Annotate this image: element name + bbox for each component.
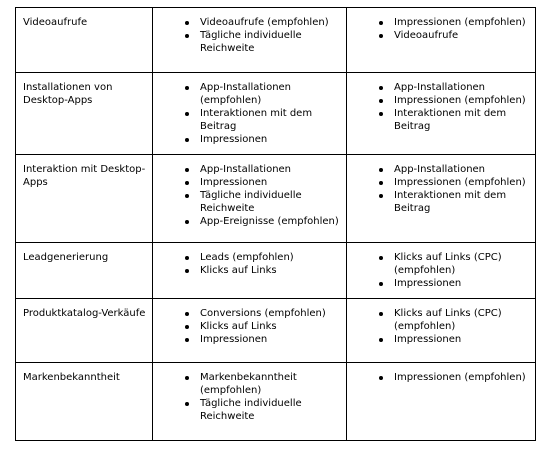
billing-cell bbox=[347, 8, 536, 73]
list-item: Videoaufrufe (empfohlen) bbox=[200, 16, 340, 29]
optimization-cell bbox=[153, 299, 347, 363]
list-item: App-Ereignisse (empfohlen) bbox=[200, 216, 339, 227]
goal-label: Markenbekanntheit bbox=[23, 372, 120, 383]
list-item: Impressionen bbox=[200, 176, 340, 189]
optimization-list bbox=[160, 371, 340, 423]
billing-list bbox=[354, 163, 529, 215]
list-item: Impressionen (empfohlen) bbox=[394, 176, 529, 189]
objectives-table bbox=[15, 7, 536, 441]
optimization-list bbox=[160, 81, 340, 146]
goal-label: Produktkatalog-Verkäufe bbox=[23, 308, 146, 319]
optimization-cell bbox=[153, 155, 347, 243]
billing-list bbox=[354, 371, 529, 384]
list-item: Impressionen bbox=[200, 133, 340, 146]
goal-cell bbox=[16, 8, 153, 73]
billing-cell bbox=[347, 243, 536, 299]
table-row bbox=[16, 363, 536, 441]
list-item: Impressionen (empfohlen) bbox=[394, 16, 529, 29]
table-row bbox=[16, 243, 536, 299]
list-item: App-Installationen bbox=[394, 81, 529, 94]
goal-cell bbox=[16, 73, 153, 155]
billing-list bbox=[354, 307, 529, 346]
optimization-list bbox=[160, 307, 340, 346]
goal-cell bbox=[16, 243, 153, 299]
list-item: Klicks auf Links bbox=[200, 320, 340, 333]
list-item: Interaktionen mit dem Beitrag bbox=[200, 107, 340, 133]
table-row bbox=[16, 155, 536, 243]
optimization-list bbox=[160, 16, 340, 55]
optimization-cell bbox=[153, 8, 347, 73]
list-item: Impressionen (empfohlen) bbox=[394, 94, 529, 107]
list-item: Klicks auf Links (CPC) (empfohlen) bbox=[394, 307, 529, 333]
list-item: Videoaufrufe bbox=[394, 29, 529, 42]
list-item: Leads (empfohlen) bbox=[200, 251, 340, 264]
list-item: Tägliche individuelle Reichweite bbox=[200, 397, 340, 423]
optimization-cell bbox=[153, 243, 347, 299]
billing-list bbox=[354, 16, 529, 42]
list-item: Tägliche individuelle Reichweite bbox=[200, 189, 340, 215]
optimization-cell bbox=[153, 363, 347, 441]
list-item: Interaktionen mit dem Beitrag bbox=[394, 189, 529, 215]
billing-list bbox=[354, 251, 529, 290]
list-item: Interaktionen mit dem Beitrag bbox=[394, 107, 529, 133]
billing-cell bbox=[347, 155, 536, 243]
list-item: App-Installationen bbox=[394, 163, 529, 176]
goal-label: Installationen von Desktop-Apps bbox=[23, 82, 113, 106]
goal-label: Videoaufrufe bbox=[23, 17, 88, 28]
optimization-cell bbox=[153, 73, 347, 155]
table-row bbox=[16, 73, 536, 155]
list-item: Conversions (empfohlen) bbox=[200, 307, 340, 320]
goal-cell bbox=[16, 363, 153, 441]
table-row bbox=[16, 299, 536, 363]
list-item: Impressionen bbox=[394, 277, 529, 290]
list-item: App-Installationen bbox=[200, 163, 340, 176]
list-item: Impressionen (empfohlen) bbox=[394, 371, 529, 384]
list-item: App-Installationen (empfohlen) bbox=[200, 81, 340, 107]
list-item: Klicks auf Links (CPC) (empfohlen) bbox=[394, 251, 529, 277]
list-item: Impressionen bbox=[200, 333, 340, 346]
list-item: Impressionen bbox=[394, 333, 529, 346]
optimization-list bbox=[160, 163, 340, 228]
billing-list bbox=[354, 81, 529, 133]
goal-label: Leadgenerierung bbox=[23, 252, 109, 263]
goal-label: Interaktion mit Desktop-Apps bbox=[23, 164, 146, 188]
optimization-list bbox=[160, 251, 340, 277]
list-item: Klicks auf Links bbox=[200, 264, 340, 277]
billing-cell bbox=[347, 299, 536, 363]
list-item: Tägliche individuelle Reichweite bbox=[200, 29, 340, 55]
goal-cell bbox=[16, 299, 153, 363]
billing-cell bbox=[347, 363, 536, 441]
goal-cell bbox=[16, 155, 153, 243]
billing-cell bbox=[347, 73, 536, 155]
table-row bbox=[16, 8, 536, 73]
list-item: Markenbekanntheit (empfohlen) bbox=[200, 371, 340, 397]
